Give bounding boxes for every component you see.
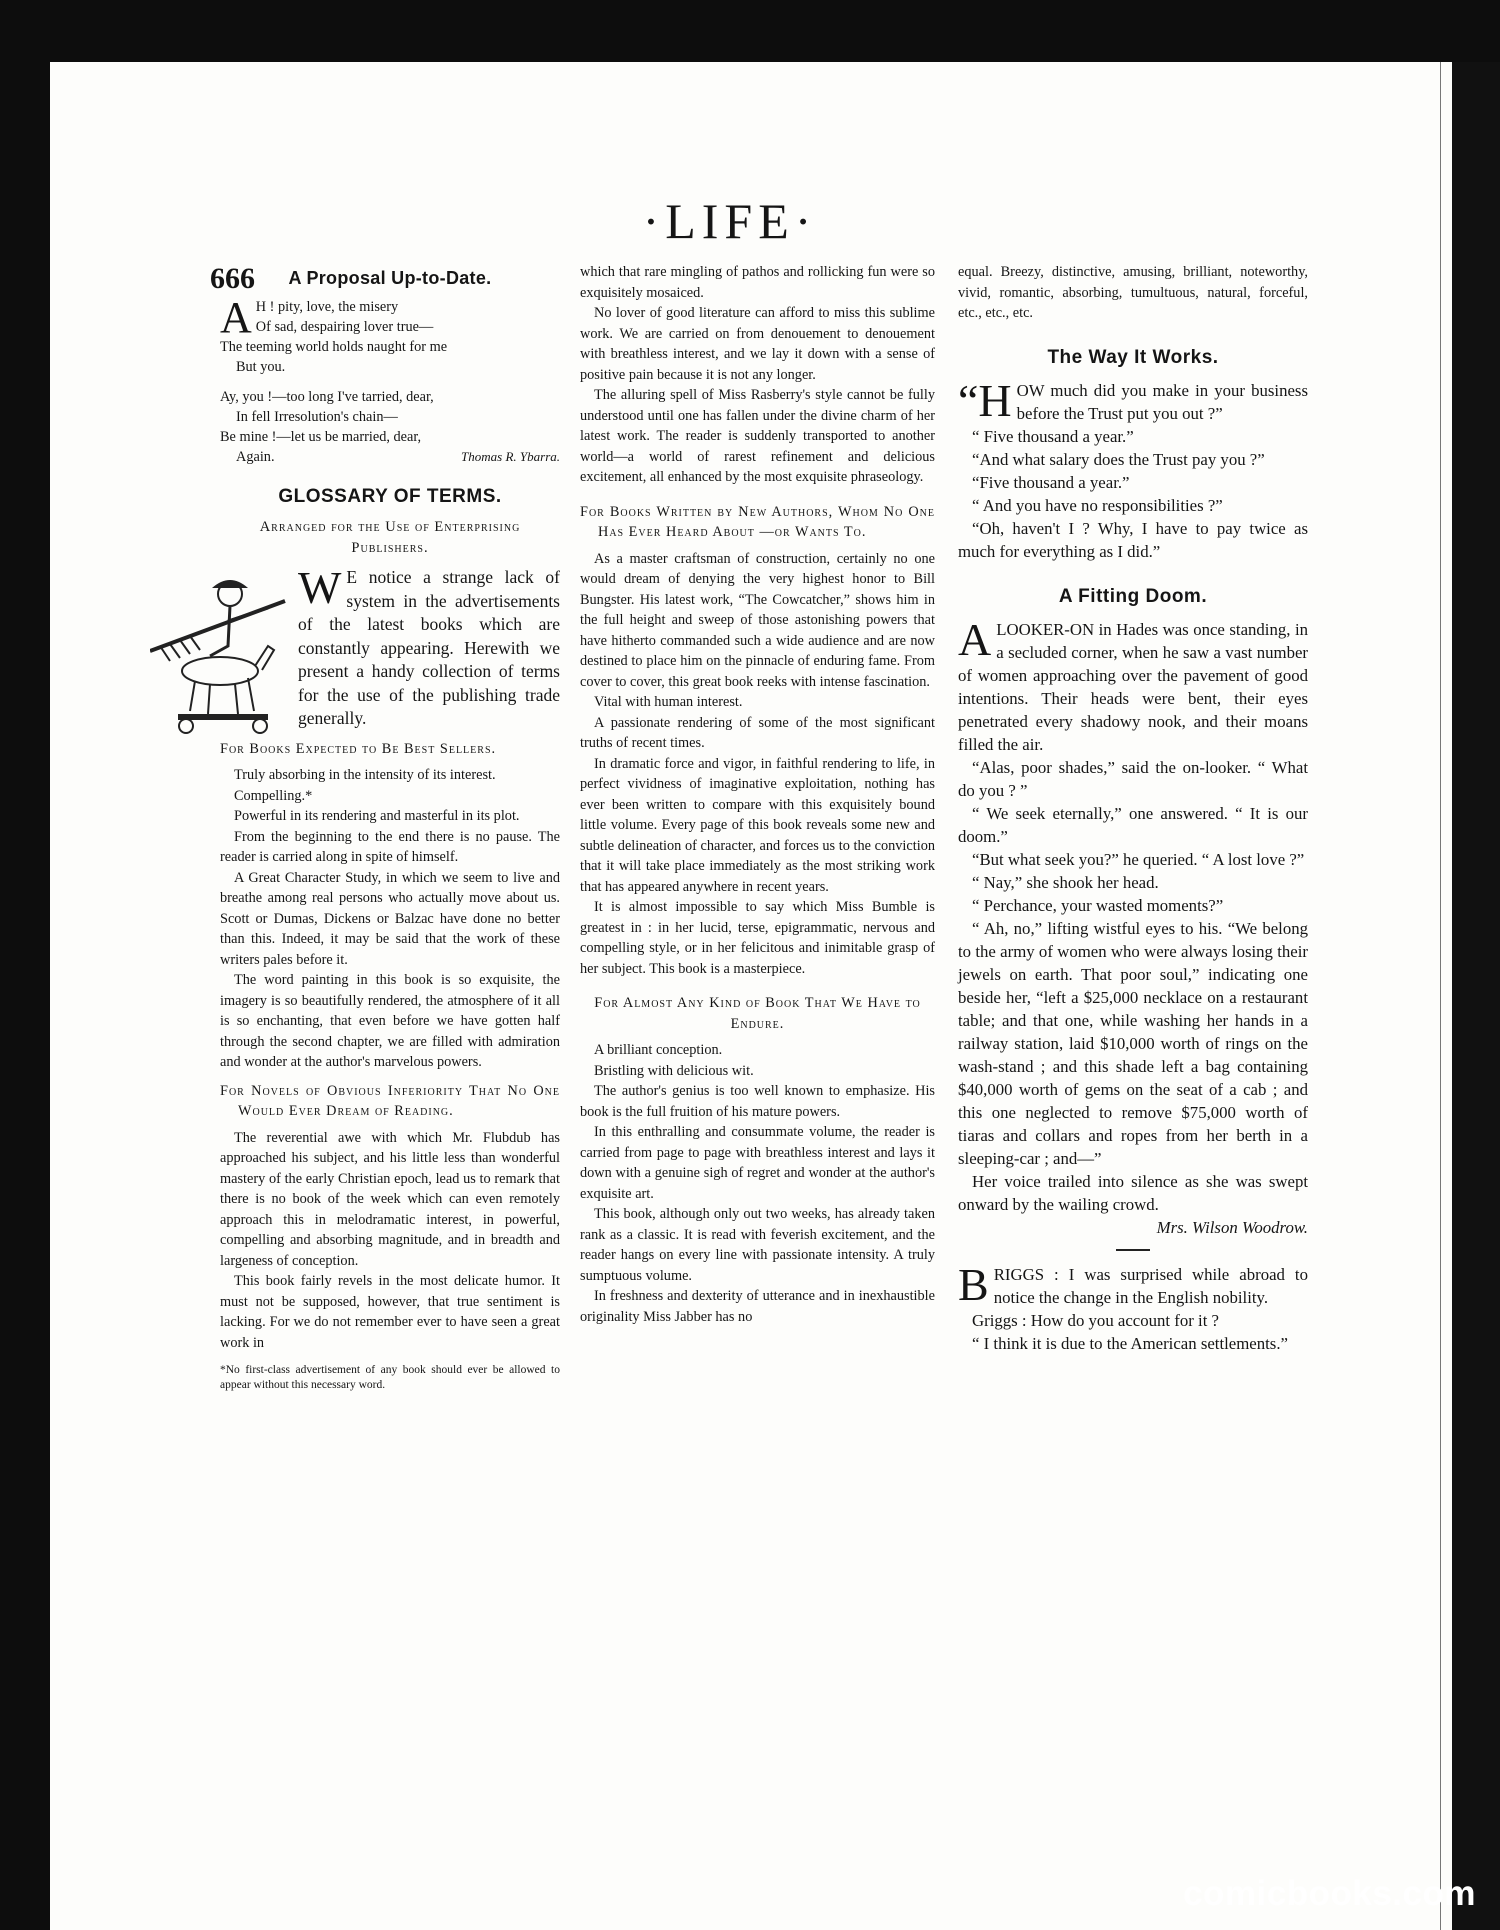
intro-drop-cap: W <box>298 562 342 613</box>
paragraph: The word painting in this book is so exquisite, the imagery is so beautifully rendered, the atmosphere of it all is so enchanting, that even before we have gotten half through the second chapter, we are filled with admiration and wonder at the author's marvelous powers. <box>220 972 560 1070</box>
paragraph: “Five thousand a year.” <box>972 472 1130 492</box>
article-title: The Way It Works. <box>1047 346 1219 368</box>
paragraph: Her voice trailed into silence as she was swept onward by the wailing crowd. <box>958 1171 1308 1214</box>
paragraph: equal. Breezy, distinctive, amusing, brilliant, noteworthy, vivid, romantic, absorbing, tumultuous, natural, forceful, etc., etc., etc. <box>958 264 1308 321</box>
paragraph: “Oh, haven't I ? Why, I have to pay twice as much for everything as I did.” <box>958 518 1308 561</box>
paragraph: The reverential awe with which Mr. Flubdub has approached his subject, and his little less than wonderful mastery of the early Christian epoch, lead us to remark that there is no book of the week which can even remotely approach this in melodramatic interest, in powerful, compelling and absorbing magnitude, and in breadth and largeness of conception. <box>220 1129 560 1269</box>
poem-drop-cap: A <box>220 292 252 342</box>
article-author: Mrs. Wilson Woodrow. <box>1156 1217 1308 1237</box>
paragraph: “But what seek you?” he queried. “ A lost love ?” <box>972 849 1305 869</box>
poem-last-line <box>220 447 560 467</box>
column-2 <box>580 262 935 1327</box>
paragraph: A passionate rendering of some of the most significant truths of recent times. <box>580 714 935 751</box>
paragraph: which that rare mingling of pathos and rollicking fun were so exquisitely mosaiced. <box>580 264 935 301</box>
paragraph: No lover of good literature can afford to miss this sublime work. We are carried on from denouement to denouement with breathless interest, and we lay it down with a sense of positive pain because it is not any longer. <box>580 305 935 383</box>
paragraph: Powerful in its rendering and masterful in its plot. <box>234 808 520 824</box>
paragraph: In this enthralling and consummate volume, the reader is carried from page to page with breathless interest and lays it down with a genuine sigh of regret and wonder at the author's exquisite art. <box>580 1124 935 1202</box>
paragraph: “Alas, poor shades,” said the on-looker. “ What do you ? ” <box>958 757 1308 800</box>
glossary-title: GLOSSARY OF TERMS. <box>278 485 502 507</box>
paragraph: “ We seek eternally,” one answered. “ It is our doom.” <box>958 803 1308 846</box>
paragraph: In dramatic force and vigor, in faithful rendering to life, in perfect vividness of imaginative exploitation, nothing has ever been written to compare with this exquisitely bound little volume. Every page of this book reveals some new and subtle delineation of character, and forces us to the conviction that it will take place immediately as the most striking work that has appeared anywhere in recent years. <box>580 755 935 895</box>
paragraph: A Great Character Study, in which we seem to live and breathe among real persons who actually move about us. Scott or Dumas, Dickens or Balzac have done no better than this. Indeed, it may be said that the work of these writers pales before it. <box>220 869 560 968</box>
paragraph: The author's genius is too well known to emphasize. His book is the full fruition of his mature powers. <box>580 1083 935 1120</box>
scan-border <box>1452 62 1500 1930</box>
divider-rule <box>1116 1249 1150 1251</box>
paragraph <box>958 1258 1308 1310</box>
section-heading: For Books Written by New Authors, Whom No One Has Ever Heard About —or Wants To. <box>580 503 935 540</box>
poem-line: But you. <box>236 358 286 375</box>
paragraph-text: LOOKER-ON in Hades was once standing, in a secluded corner, when he saw a vast number of women approaching over the pavement of good intentions. Their heads were bent, their eyes penetrated every shadowy nook, and their moans filled the air. <box>958 619 1308 754</box>
paragraph: The alluring spell of Miss Rasberry's style cannot be fully understood until one has fallen under the divine charm of her latest work. The reader is suddenly transported to another world—a world of rarest refinement and delicious excitement, all enhanced by the most exquisite phraseology. <box>580 387 935 485</box>
poem-line: Again. <box>236 448 275 465</box>
paragraph: “ I think it is due to the American settlements.” <box>972 1333 1288 1353</box>
drop-cap: A <box>958 613 992 665</box>
paragraph: “ Ah, no,” lifting wistful eyes to his. “We belong to the army of women who were always losing their jewels on earth. That poor soul,” indicating one beside her, “left a $25,000 necklace on a restaurant table; and that one, while washing her hands in a railway station, laid $10,000 worth of rings on the wash-stand ; and this shade left a bag containing $40,000 worth of gems on the seat of a cab ; and this one neglected to remove $75,000 worth of tiaras and collars and ropes from her berth in a sleeping-car ; and—” <box>958 918 1308 1168</box>
paragraph: “ Perchance, your wasted moments?” <box>972 895 1224 915</box>
paragraph: “ Five thousand a year.” <box>972 426 1134 446</box>
column-1 <box>220 262 560 1393</box>
paragraph-text: RIGGS : I was surprised while abroad to notice the change in the English nobility. <box>993 1264 1308 1307</box>
site-watermark: comicbooks.com <box>1183 1874 1476 1913</box>
masthead: ·LIFE· <box>642 193 818 249</box>
paragraph: It is almost impossible to say which Miss Bumble is greatest in : in her lucid, terse, epigrammatic, nervous and compelling style, or in her felicitous and inimitable grasp of her subject. This book is a masterpiece. <box>580 899 935 977</box>
glossary-intro <box>220 562 560 731</box>
poem-line: Of sad, despairing lover true— <box>255 318 434 335</box>
paragraph: Vital with human interest. <box>594 694 743 710</box>
glossary-subtitle: Arranged for the Use of Enterprising Publishers. <box>259 519 521 556</box>
paragraph: Compelling.* <box>234 787 313 804</box>
paragraph <box>958 374 1308 426</box>
poem-line: Be mine !—let us be married, dear, <box>220 428 422 445</box>
column-3 <box>958 262 1308 1355</box>
section-heading: For Books Expected to Be Best Sellers. <box>220 740 497 757</box>
section-heading: For Almost Any Kind of Book That We Have to Endure. <box>594 995 921 1032</box>
poem <box>220 292 560 467</box>
drop-cap: B <box>958 1258 989 1310</box>
poem-title: A Proposal Up-to-Date. <box>288 268 492 288</box>
poem-line: Ay, you !—too long I've tarried, dear, <box>220 388 434 405</box>
poem-line: The teeming world holds naught for me <box>220 338 448 355</box>
article-title: A Fitting Doom. <box>1058 585 1208 607</box>
drop-cap: “H <box>958 374 1012 426</box>
poem-line: In fell Irresolution's chain— <box>236 408 398 425</box>
paragraph: As a master craftsman of construction, certainly no one would dream of denying the very highest honor to Bill Bungster. His latest work, “The Cowcatcher,” shows him in the full height and sweep of those astonishing powers that have hitherto commanded such a wide audience and are now destined to place him on the pinnacle of enduring fame. From cover to cover, this great book reeks with intense fascination. <box>580 550 935 690</box>
paragraph: Griggs : How do you account for it ? <box>972 1310 1220 1330</box>
paragraph: Truly absorbing in the intensity of its interest. <box>234 767 496 783</box>
page-number: 666 <box>210 262 255 295</box>
poem-author: Thomas R. Ybarra. <box>461 448 560 464</box>
rider-illustration <box>150 566 290 736</box>
paragraph: Bristling with delicious wit. <box>594 1062 754 1079</box>
poem-line: H ! pity, love, the misery <box>255 298 399 315</box>
section-heading: For Novels of Obvious Inferiority That No One Would Ever Dream of Reading. <box>220 1082 560 1119</box>
footnote: *No first-class advertisement of any book should ever be allowed to appear without this necessary word. <box>220 1364 560 1391</box>
paragraph: “ Nay,” she shook her head. <box>972 872 1159 892</box>
paragraph: In freshness and dexterity of utterance and in inexhaustible originality Miss Jabber has no <box>580 1288 935 1325</box>
paragraph: A brilliant conception. <box>594 1042 723 1058</box>
paragraph: This book fairly revels in the most delicate humor. It must not be supposed, however, that true sentiment is lacking. For we do not remember ever to have seen a great work in <box>220 1273 560 1351</box>
paragraph: This book, although only out two weeks, has already taken rank as a classic. It is read with feverish excitement, and the reader hangs on every line with passionate intensity. A truly sumptuous volume. <box>580 1206 935 1284</box>
paragraph: From the beginning to the end there is no pause. The reader is carried along in spite of himself. <box>220 828 560 865</box>
paragraph: “ And you have no responsibilities ?” <box>972 495 1223 515</box>
paragraph-text: OW much did you make in your business before the Trust put you out ?” <box>1016 380 1308 423</box>
intro-text: E notice a strange lack of system in the advertisements of the latest books which are constantly appearing. Herewith we present a handy collection of terms for the use of the publishing trade generally. <box>298 567 560 728</box>
paragraph: “And what salary does the Trust pay you ?” <box>972 449 1265 469</box>
paragraph <box>958 613 1308 756</box>
